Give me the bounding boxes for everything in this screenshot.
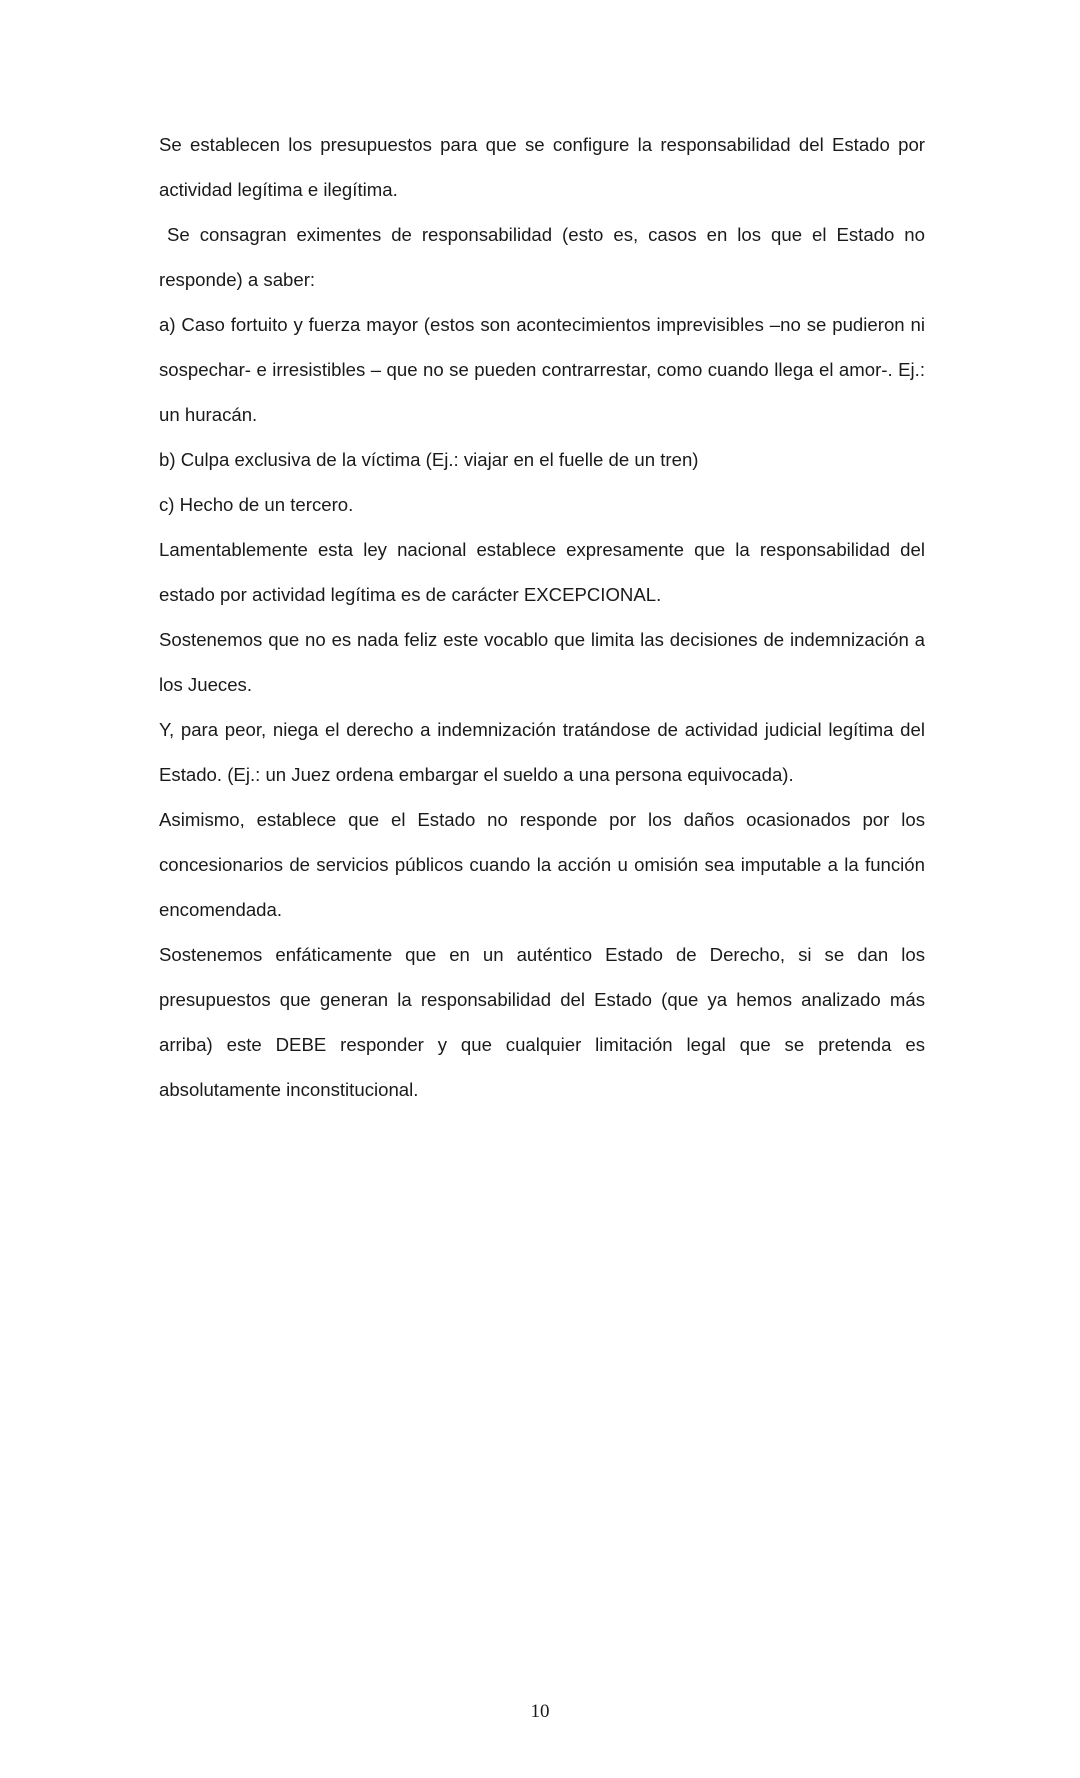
paragraph-item-b: b) Culpa exclusiva de la víctima (Ej.: viajar en el fuelle de un tren) (159, 449, 699, 470)
paragraph-exemptions-intro: Se consagran eximentes de responsabilidad (esto es, casos en los que el Estado no responde) a saber: (159, 224, 925, 290)
paragraph-exceptional: Lamentablemente esta ley nacional establece expresamente que la responsabilidad del estado por actividad legítima es de carácter EXCEPCIONAL. (159, 539, 925, 605)
paragraph-item-a: a) Caso fortuito y fuerza mayor (estos son acontecimientos imprevisibles –no se pudieron ni sospechar- e irresistibles – que no se pueden contrarrestar, como cuando llega el amor-. Ej.: un huracán. (159, 314, 925, 425)
paragraph-concessionaires: Asimismo, establece que el Estado no responde por los daños ocasionados por los concesionarios de servicios públicos cuando la acción u omisión sea imputable a la función encomendada. (159, 809, 925, 920)
paragraph-conclusion: Sostenemos enfáticamente que en un auténtico Estado de Derecho, si se dan los presupuestos que generan la responsabilidad del Estado (que ya hemos analizado más arriba) este DEBE responder y que cualquier limitación legal que se pretenda es absolutamente inconstitucional. (159, 944, 925, 1100)
paragraph-vocabulary: Sostenemos que no es nada feliz este vocablo que limita las decisiones de indemnización a los Jueces. (159, 629, 925, 695)
paragraph-judicial-activity: Y, para peor, niega el derecho a indemnización tratándose de actividad judicial legítima del Estado. (Ej.: un Juez ordena embargar el sueldo a una persona equivocada). (159, 719, 925, 785)
paragraph-item-c: c) Hecho de un tercero. (159, 494, 354, 515)
page-number: 10 (530, 1701, 550, 1722)
body-text (159, 122, 925, 1112)
paragraph-responsibility-premises: Se establecen los presupuestos para que se configure la responsabilidad del Estado por actividad legítima e ilegítima. (159, 134, 925, 200)
